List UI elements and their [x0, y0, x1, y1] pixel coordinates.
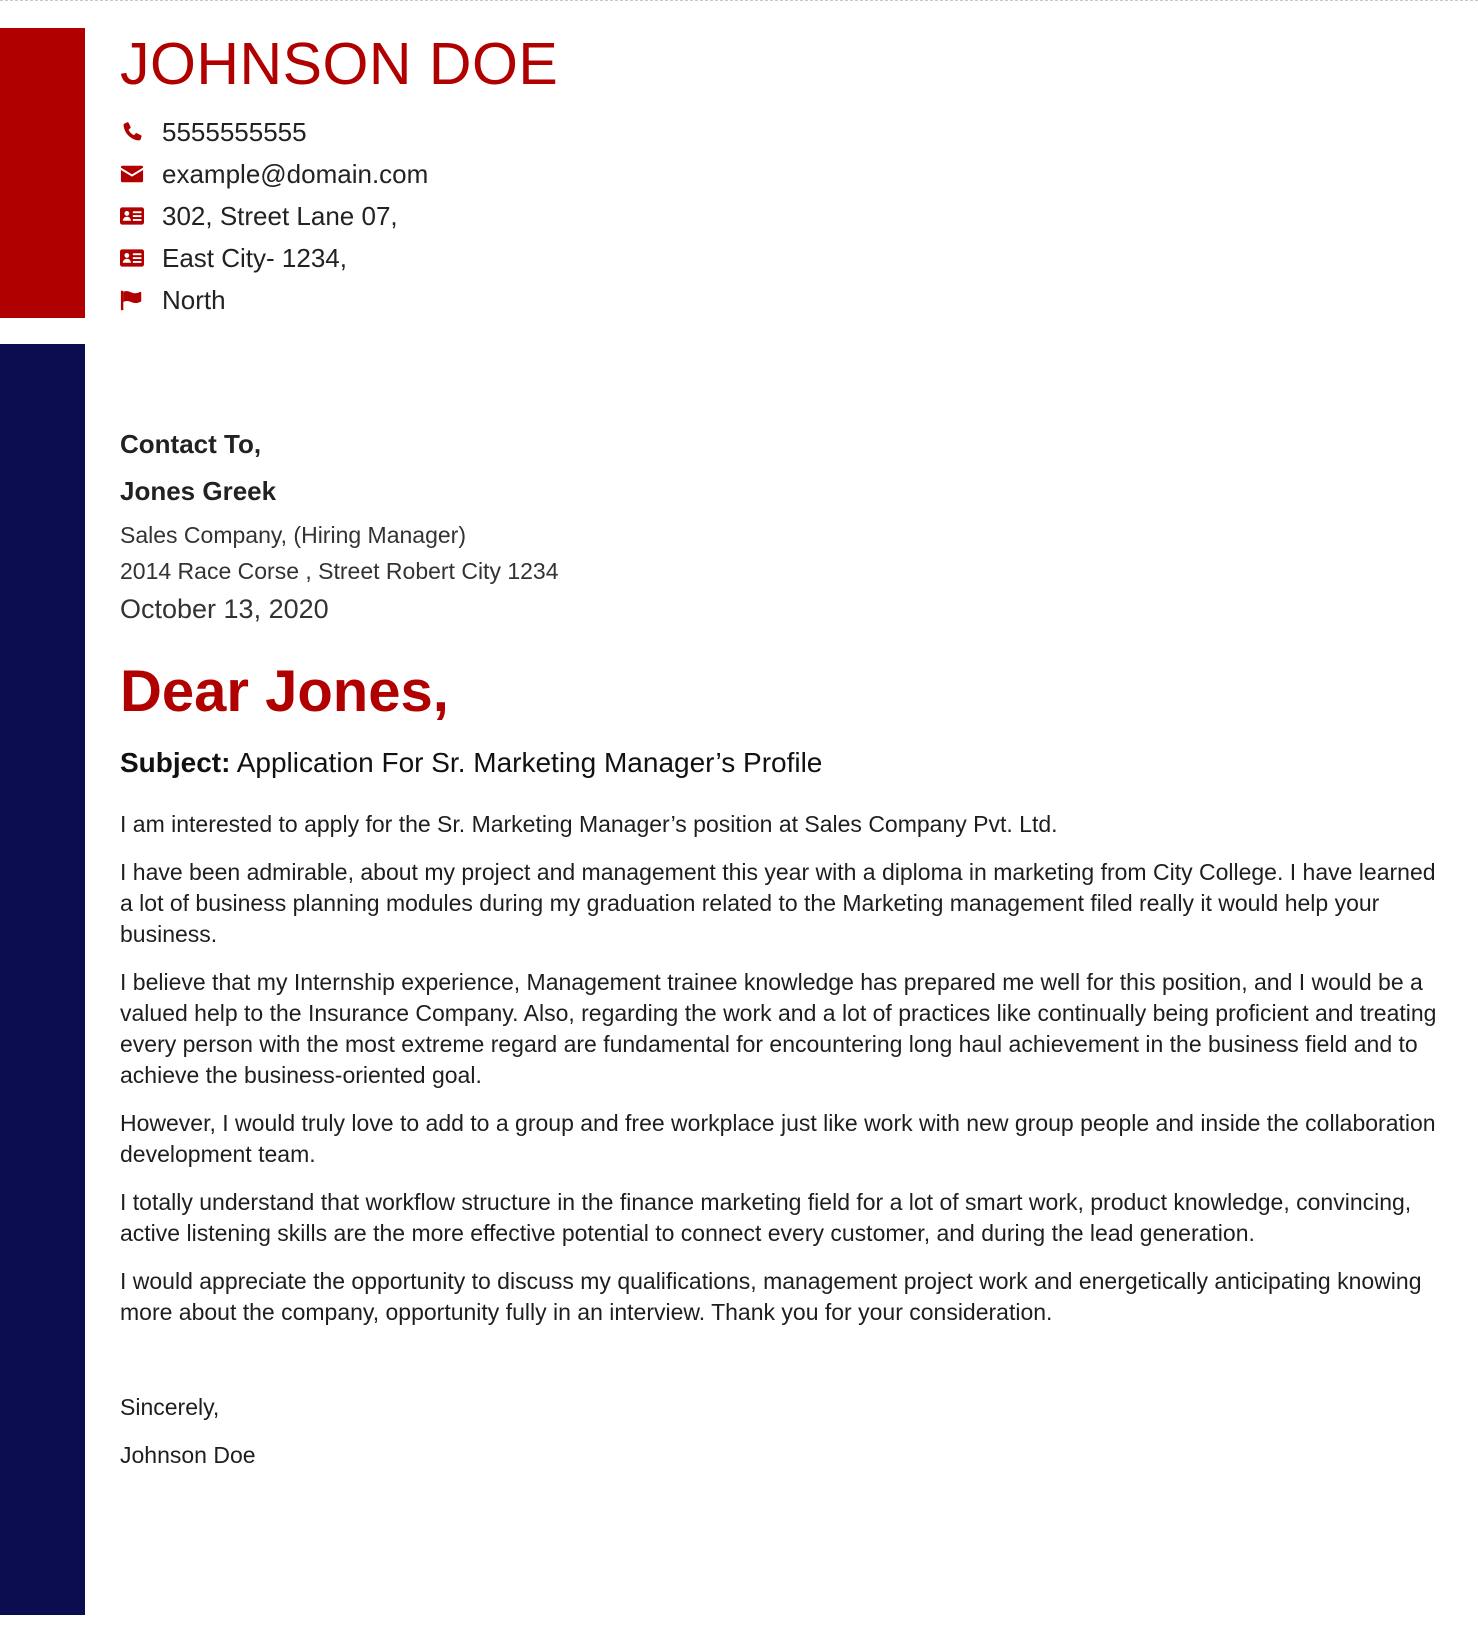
contact-phone-text: 5555555555 — [162, 116, 307, 147]
contact-region-text: North — [162, 284, 226, 315]
contact-address-line1-text: 302, Street Lane 07, — [162, 200, 398, 231]
applicant-name: JOHNSON DOE — [120, 31, 559, 97]
recipient-address: 2014 Race Corse , Street Robert City 1234 — [120, 558, 559, 584]
envelope-icon — [120, 162, 144, 186]
contact-address-line2 — [120, 237, 428, 279]
contact-region — [120, 279, 428, 321]
subject-line — [120, 745, 822, 781]
contact-address-line1 — [120, 195, 428, 237]
letter-body — [120, 809, 1450, 1345]
recipient-label: Contact To, — [120, 429, 262, 459]
address-card-icon — [120, 246, 144, 270]
body-paragraph: I totally understand that workflow structure in the finance marketing field for a lot of smart work, product knowledge, convincing, active listening skills are the more effective potential to connect every customer, and during the lead generation. — [120, 1189, 1412, 1246]
contact-email — [120, 153, 428, 195]
closing-salutation: Sincerely, — [120, 1394, 220, 1420]
recipient-block — [120, 428, 559, 626]
body-paragraph: I have been admirable, about my project and management this year with a diploma in marketing from City College. I have learned a lot of business planning modules during my graduation related to the Marketing management filed really it would help your business. — [120, 859, 1436, 947]
contact-address-line2-text: East City- 1234, — [162, 242, 347, 273]
contact-list — [120, 111, 428, 321]
body-paragraph: I believe that my Internship experience, Management trainee knowledge has prepared me well for this position, and I would be a valued help to the Insurance Company. Also, regarding the work and a lot of practices like continually being proficient and treating every person with the most extreme regard are fundamental for encountering long haul achievement in the business field and to achieve the business-oriented goal. — [120, 969, 1437, 1088]
accent-bar-red — [0, 28, 85, 318]
signature-name: Johnson Doe — [120, 1442, 256, 1468]
flag-icon — [120, 288, 144, 312]
contact-phone — [120, 111, 428, 153]
closing-block — [120, 1392, 256, 1488]
contact-email-text: example@domain.com — [162, 158, 429, 189]
greeting: Dear Jones, — [120, 659, 449, 724]
subject-label: Subject: — [120, 747, 231, 778]
body-paragraph: However, I would truly love to add to a group and free workplace just like work with new group people and inside the collaboration development team. — [120, 1110, 1436, 1167]
accent-bar-navy — [0, 344, 85, 1615]
phone-icon — [120, 120, 144, 144]
letter-date: October 13, 2020 — [120, 594, 329, 624]
recipient-company: Sales Company, (Hiring Manager) — [120, 522, 466, 548]
recipient-name: Jones Greek — [120, 476, 277, 506]
top-divider — [0, 0, 1478, 1]
address-card-icon — [120, 204, 144, 228]
body-paragraph: I would appreciate the opportunity to discuss my qualifications, management project work and energetically anticipating knowing more about the company, opportunity fully in an interview. Thank you for your consideration. — [120, 1268, 1422, 1325]
body-paragraph: I am interested to apply for the Sr. Marketing Manager’s position at Sales Company Pvt. Ltd. — [120, 811, 1058, 837]
subject-text: Application For Sr. Marketing Manager’s Profile — [236, 747, 823, 778]
